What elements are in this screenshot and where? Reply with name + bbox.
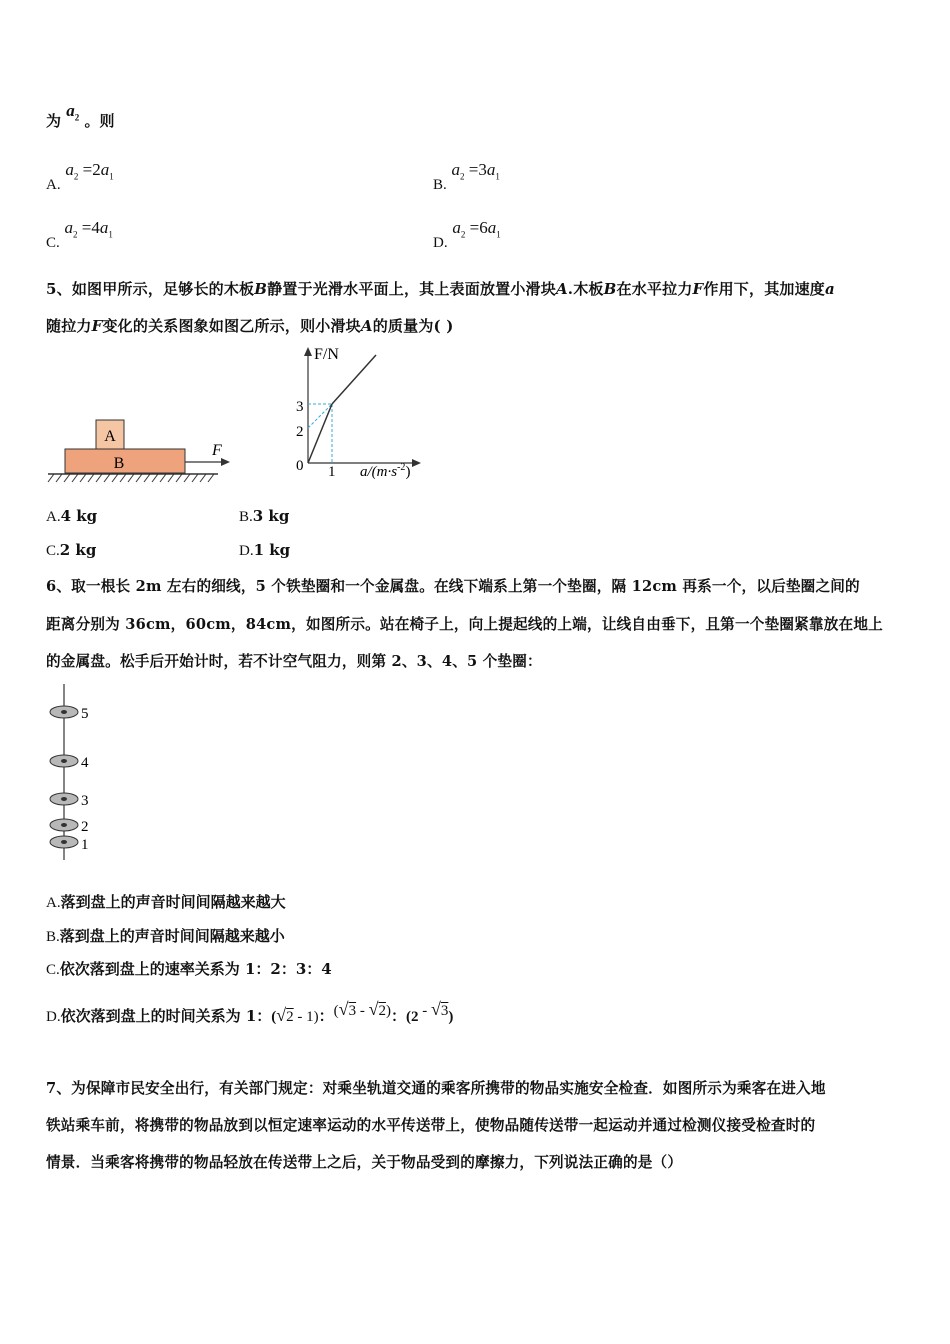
option-label: C. [46,962,60,978]
q5-figure-graph [290,343,440,483]
y-tick-3: 3 [296,399,304,415]
q5-stem-line-1: 5、如图甲所示，足够长的木板B静置于光滑水平面上，其上表面放置小滑块A.木板B在水平拉力F作用下，其加速度a [46,280,835,298]
option-text: 3 kg [252,507,290,525]
force-label: F [212,442,222,459]
washer-label-3: 3 [81,793,89,809]
d-term-1: (√2 - 1) [271,1005,319,1025]
option-label: A. [46,895,61,911]
q4-option-a[interactable] [46,160,114,193]
q5-figure-blocks [46,410,236,490]
option-text: 4 kg [60,507,98,525]
q7-stem-line-1: 7、为保障市民安全出行，有关部门规定：对乘坐轨道交通的乘客所携带的物品实施安全检查．如图所示为乘客在进入地 [46,1080,826,1097]
q7-stem-line-2: 铁站乘车前，将携带的物品放到以恒定速率运动的水平传送带上，使物品随传送带一起运动并通过检测仪接受检查时的 [46,1117,816,1134]
q6-stem-line-3: 的金属盘。松手后开始计时，若不计空气阻力，则第 2、3、4、5 个垫圈： [46,653,542,670]
x-axis-arrow [412,459,421,467]
option-label: C. [46,543,60,559]
q6-figure-washers [44,684,104,864]
q6-option-b[interactable] [46,925,285,946]
q4-option-c[interactable] [46,218,113,251]
q5-option-b[interactable] [239,507,289,526]
q6-option-c[interactable] [46,958,332,979]
stem-prefix: 为 [46,112,62,130]
block-a-label: A [104,428,116,445]
option-label: B. [46,929,60,945]
washer-label-2: 2 [81,819,89,835]
option-equation: $a_2 =3a_1$ [451,160,500,182]
q5-option-d[interactable] [239,541,290,560]
q7-stem-line-3: 情景．当乘客将携带的物品轻放在传送带上之后，关于物品受到的摩擦力，下列说法正确的是（） [46,1154,683,1171]
option-label: D. [433,235,448,251]
q4-option-d[interactable] [433,218,501,251]
option-text: 2 kg [59,541,97,559]
option-label: C. [46,235,60,251]
origin-label: 0 [296,458,304,474]
x-axis-label: $a/(m\cdot s^{-2})$ [360,462,411,480]
option-label: A. [46,177,61,193]
option-equation: $a_2 =2a_1$ [65,160,114,182]
ground-hatch [48,474,214,482]
y-axis-label: F/N [314,346,339,363]
option-label: A. [46,509,61,525]
washer-2 [50,819,78,831]
question-4-stem-tail [46,101,115,132]
washer-label-5: 5 [81,706,89,722]
option-text: 1 kg [253,541,291,559]
q6-stem-line-2: 距离分别为 36cm，60cm，84cm，如图所示。站在椅子上，向上提起线的上端，让线自由垂下，且第一个垫圈紧靠放在地上 [46,616,883,633]
option-label: B. [433,177,447,193]
option-label: B. [239,509,253,525]
y-tick-2: 2 [296,424,304,440]
graph-segment-1 [308,404,332,463]
q5-option-a[interactable] [46,507,97,526]
d-sep-2: ： [390,1007,406,1025]
stem-variable: $a_2$ [66,101,80,123]
washer-label-4: 4 [81,755,89,771]
option-text: 落到盘上的声音时间间隔越来越小 [59,927,285,945]
q6-stem-line-1: 6、取一根长 2m 左右的细线，5 个铁垫圈和一个金属盘。在线下端系上第一个垫圈，隔 12cm 再系一个，以后垫圈之间的 [46,578,860,595]
block-b [65,449,185,473]
option-label: D. [46,1009,61,1025]
y-axis-arrow [304,347,312,356]
q4-option-b[interactable] [433,160,500,193]
option-text: 依次落到盘上的时间关系为 1： [60,1007,272,1025]
washer-5 [50,706,78,718]
washer-1 [50,836,78,848]
option-equation: $a_2 =6a_1$ [452,218,501,240]
d-sep-1: ： [318,1007,334,1025]
d-term-2: (√3 - √2) [333,999,391,1019]
option-equation: $a_2 =4a_1$ [64,218,113,240]
option-text: 依次落到盘上的速率关系为 1：2：3：4 [59,960,332,978]
force-arrow-head [221,458,230,466]
block-b-label: B [113,455,125,472]
washer-4 [50,755,78,767]
washer-3 [50,793,78,805]
q6-option-d[interactable] [46,999,454,1026]
option-text: 落到盘上的声音时间间隔越来越大 [60,893,286,911]
dashed-extension [308,404,332,428]
option-label: D. [239,543,254,559]
q5-stem-line-2: 随拉力F变化的关系图象如图乙所示，则小滑块A的质量为( ) [46,317,454,335]
d-term-3: (2 - √3) [405,999,454,1025]
washer-label-1: 1 [81,837,89,853]
x-tick-1: 1 [328,464,336,480]
q5-option-c[interactable] [46,541,96,560]
stem-suffix: 。则 [84,112,115,130]
q6-option-a[interactable] [46,891,286,912]
